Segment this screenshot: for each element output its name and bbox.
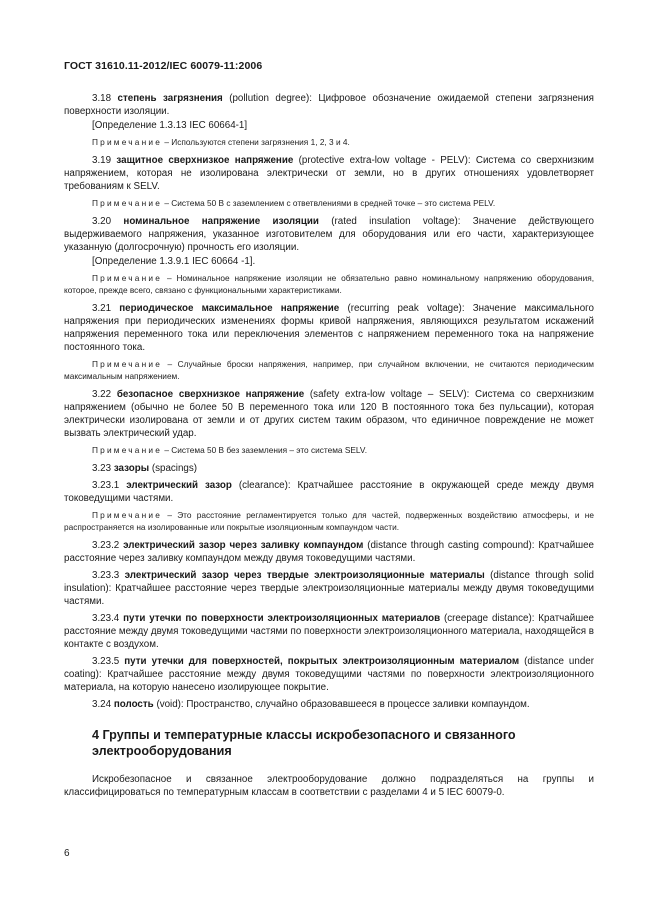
term-definition [64,215,594,254]
term-number: 3.19 [92,155,112,166]
page-number: 6 [64,848,70,859]
note [64,358,594,382]
terms-list [64,92,594,711]
term-text: (creepage distance): Кратчайшее расстояние между двумя токоведущими частями по поверхности электроизоляционного материала, находящейся в контакте с воздухом. [64,613,594,650]
term-number: 3.23.1 [92,480,120,491]
term-name: защитное сверхнизкое напряжение [116,155,294,166]
note-label: Примечание [92,137,163,147]
note-label: Примечание [92,359,163,369]
note-label: Примечание [92,510,163,520]
term-name: периодическое максимальное напряжение [119,303,340,314]
term-number: 3.23.4 [92,613,120,624]
term-text: (distance under coating): Кратчайшее расстояние между двумя токоведущими частями по поверхности электроизоляционного материала, на которую нанесено изолирующее покрытие. [64,656,594,693]
note [64,272,594,296]
term-number: 3.23.2 [92,540,120,551]
term-name: пути утечки по поверхности электроизоляционных материалов [123,613,441,624]
note [64,444,594,456]
note-text: – Это расстояние регламентируется только для частей, подверженных воздействию атмосферы, и не распространяется на изолированные или покрытые изоляционным компаундом части. [64,510,595,532]
term-definition [64,698,594,711]
term-definition [64,388,594,440]
term-name: электрический зазор через заливку компаундом [123,540,364,551]
note [64,136,594,148]
term-definition [64,92,594,118]
definition-reference: [Определение 1.3.9.1 IEC 60664 -1]. [92,256,256,267]
term-name: степень загрязнения [117,93,223,104]
note-text: – Номинальное напряжение изоляции не обязательно равно номинальному напряжению оборудования, которое, прежде всего, связано с функциональными характеристиками. [64,273,594,295]
note-text: – Случайные броски напряжения, например, при случайном включении, не считаются периодическим максимальным напряжением. [64,359,594,381]
term-text: (distance through solid insulation): Кратчайшее расстояние через твердые электроизоляционные материалы между двумя токоведущими частями. [64,570,594,607]
term-number: 3.24 [92,699,112,710]
note-text: – Система 50 В без заземления – это система SELV. [164,445,367,455]
term-definition [64,479,594,505]
note-text: – Система 50 В с заземлением с ответвлениями в средней точке – это система PELV. [164,198,496,208]
term-definition [64,462,594,475]
term-definition [64,612,594,651]
document-header: ГОСТ 31610.11-2012/IEC 60079-11:2006 [64,60,263,72]
term-name: электрический зазор [126,480,232,491]
term-name: полость [113,699,154,710]
term-number: 3.18 [92,93,112,104]
term-name: зазоры [113,463,150,474]
term-definition [64,539,594,565]
term-text: (protective extra-low voltage - PELV): Система со сверхнизким напряжением, которая не изолирована электрически от земли, но в других отношениях удовлетворяет требованиям к SELV. [64,155,594,192]
definition-reference: [Определение 1.3.13 IEC 60664-1] [92,120,248,131]
term-text: (safety extra-low voltage – SELV): Система со сверхнизким напряжением (обычно не более 50 В переменного тока или 120 В постоянного тока без пульсации), которая электрически изолирована от земли и от других систем таким образом, что единичное повреждение не может вызвать электрический удар. [64,389,594,439]
term-text: (clearance): Кратчайшее расстояние в окружающей среде между двумя токоведущими частями. [64,480,594,504]
term-definition [64,569,594,608]
note [64,197,594,209]
note-label: Примечание [92,198,163,208]
term-number: 3.23.5 [92,656,120,667]
term-number: 3.20 [92,216,112,227]
term-number: 3.23.3 [92,570,120,581]
term-text: (recurring peak voltage): Значение максимального напряжения при периодических изменениях формы кривой напряжения, являющихся результатом искажений напряжения переменного тока или переключения элементов с напряжением переменного тока на напряжение постоянного тока. [64,303,594,353]
term-name: номинальное напряжение изоляции [123,216,319,227]
term-name: электрический зазор через твердые электроизоляционные материалы [124,570,485,581]
term-definition [64,655,594,694]
section-heading: 4 Группы и температурные классы искробезопасного и связанного электрооборудования [92,728,516,758]
note-label: Примечание [92,273,163,283]
note-label: Примечание [92,445,163,455]
term-definition [64,302,594,354]
note [64,509,594,533]
note-text: – Используются степени загрязнения 1, 2, 3 и 4. [164,137,350,147]
term-name: пути утечки для поверхностей, покрытых электроизоляционным материалом [124,656,520,667]
term-text: (rated insulation voltage): Значение действующего выдерживаемого напряжения, указанное изготовителем для оборудования или его части, характеризующее указанную (долгосрочную) прочность его изоляции. [64,216,595,253]
term-number: 3.23 [92,463,112,474]
term-definition [64,154,594,193]
term-name: безопасное сверхнизкое напряжение [116,389,305,400]
section-paragraph: Искробезопасное и связанное электрооборудование должно подразделяться на группы и классифицироваться по температурным классам в соответствии с разделами 4 и 5 IEC 60079-0. [64,774,594,798]
page-content [64,92,594,803]
term-number: 3.21 [92,303,112,314]
term-text: (void): Пространство, случайно образовавшееся в процессе заливки компаундом. [156,699,530,710]
term-text: (distance through casting compound): Кратчайшее расстояние через заливку компаундом между двумя токоведущими частями. [64,540,594,564]
term-number: 3.22 [92,389,112,400]
term-text: (pollution degree): Цифровое обозначение ожидаемой степени загрязнения поверхности изоляции. [64,93,594,117]
term-text: (spacings) [151,463,198,474]
